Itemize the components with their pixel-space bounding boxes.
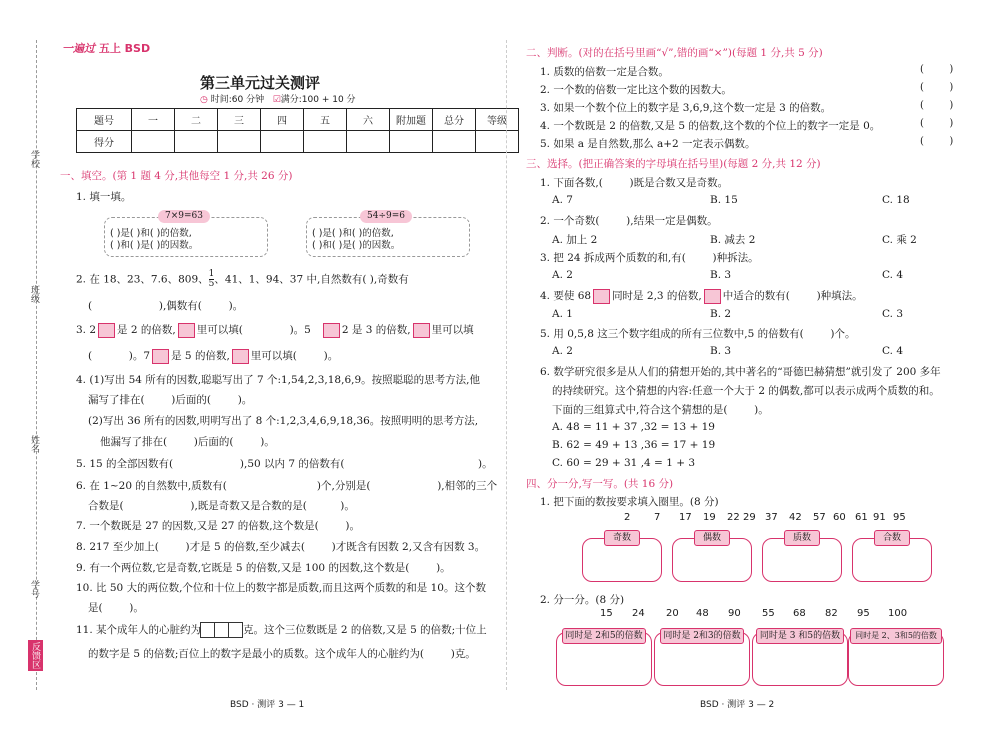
- blank-box: [98, 323, 115, 338]
- p2-paren1[interactable]: ( ): [920, 64, 954, 75]
- feedback-label: 反馈区: [28, 640, 43, 671]
- eq2-line1: ( )是( )和( )的倍数,: [312, 228, 394, 239]
- part1-header: 一、填空。(第 1 题 4 分,其他每空 1 分,共 26 分): [60, 170, 293, 182]
- blank-box: [323, 323, 340, 338]
- set-2-3-tag: 同时是 2和3的倍数: [660, 628, 744, 644]
- p1-q3: 3. 2 是 2 的倍数, 里可以填( )。5 2 是 3 的倍数, 里可以填: [76, 324, 474, 336]
- p3-q3-b[interactable]: B. 3: [710, 269, 732, 281]
- footer-left: BSD · 测评 3 — 1: [230, 700, 305, 710]
- p3-q4: 4. 要使 68 同时是 2,3 的倍数, 中适合的数有( )种填法。: [540, 290, 863, 302]
- p3-q2-a[interactable]: A. 加上 2: [552, 234, 598, 246]
- eq1-label: 7×9=63: [158, 210, 210, 223]
- odd-tag: 奇数: [604, 530, 640, 546]
- blank-box: [593, 289, 610, 304]
- p3-q1: 1. 下面各数,( )既是合数又是奇数。: [540, 177, 729, 189]
- p2-paren2[interactable]: ( ): [920, 82, 954, 93]
- p1-q2c: ( ),偶数有( )。: [88, 300, 244, 312]
- digit-box: [228, 622, 243, 638]
- p1-q6a: 6. 在 1~20 的自然数中,质数有( )个,分别是( ),相邻的三个: [76, 480, 498, 492]
- p1-q4a: 4. (1)写出 54 所有的因数,聪聪写出了 7 个:1,54,2,3,18,6,9。按照聪聪的思考方法,他: [76, 374, 480, 386]
- eq2-line2: ( )和( )是( )的因数。: [312, 240, 401, 251]
- clock-icon: ◷: [200, 95, 208, 105]
- p3-q2-c[interactable]: C. 乘 2: [882, 234, 917, 246]
- blank-box: [178, 323, 195, 338]
- p2-paren3[interactable]: ( ): [920, 100, 954, 111]
- p1-q2: 2. 在 18、23、7.6、809、 $\frac{1}{5}$ 、41、1、94、37 中,自然数有( ),奇数有: [76, 269, 409, 289]
- p4-q2: 2. 分一分。(8 分): [540, 594, 625, 606]
- p3-q6b: 的持续研究。这个猜想的内容:任意一个大于 2 的偶数,都可以表示成两个质数的和。: [552, 385, 940, 397]
- digit-box: [200, 622, 215, 638]
- id-label: 学号: [29, 580, 39, 598]
- p3-q4-a[interactable]: A. 1: [552, 308, 573, 320]
- score-table: 题号 一 二 三 四 五 六 附加题 总分 等级 得分: [76, 108, 519, 153]
- p3-q6a: 6. 数学研究很多是从人们的猜想开始的,其中著名的“哥德巴赫猜想”就引发了 200 多年: [540, 366, 941, 378]
- digit-box: [214, 622, 229, 638]
- p3-q1-b[interactable]: B. 15: [710, 194, 738, 206]
- set-2-5-tag: 同时是 2和5的倍数: [562, 628, 646, 644]
- p4-q1: 1. 把下面的数按要求填入圈里。(8 分): [540, 496, 719, 508]
- p3-q6-a[interactable]: A. 48 = 11 + 37 ,32 = 13 + 19: [552, 421, 715, 433]
- p3-q6c: 下面的三组算式中,符合这个猜想的是( )。: [552, 404, 769, 416]
- time-meta: ◷ 时间:60 分钟 ☑满分:100 + 10 分: [200, 95, 356, 105]
- blank-box: [413, 323, 430, 338]
- composite-tag: 合数: [874, 530, 910, 546]
- part4-header: 四、分一分,写一写。(共 16 分): [526, 478, 674, 490]
- p1-q9: 9. 有一个两位数,它是奇数,它既是 5 的倍数,又是 100 的因数,这个数是( )。: [76, 562, 451, 574]
- eq1-line1: ( )是( )和( )的倍数,: [110, 228, 192, 239]
- p3-q5-b[interactable]: B. 3: [710, 345, 732, 357]
- p3-q2-b[interactable]: B. 减去 2: [710, 234, 756, 246]
- blank-box: [232, 349, 249, 364]
- p3-q6-b[interactable]: B. 62 = 49 + 13 ,36 = 17 + 19: [552, 439, 716, 451]
- set-3-5-tag: 同时是 3 和5的倍数: [756, 628, 844, 644]
- blank-box: [152, 349, 169, 364]
- p2-paren4[interactable]: ( ): [920, 118, 954, 129]
- set-2-3-5-tag: 同时是 2、3和5的倍数: [850, 628, 942, 644]
- eq1-line2: ( )和( )是( )的因数。: [110, 240, 199, 251]
- p3-q3: 3. 把 24 拆成两个质数的和,有( )种拆法。: [540, 252, 759, 264]
- check-icon: ☑: [272, 95, 281, 105]
- eq2-label: 54÷9=6: [360, 210, 412, 223]
- p2-item1: 1. 质数的倍数一定是合数。: [540, 66, 669, 78]
- p1-q4c: (2)写出 36 所有的因数,明明写出了 8 个:1,2,3,4,6,9,18,36。按照明明的思考方法,: [88, 415, 479, 427]
- p2-item5: 5. 如果 a 是自然数,那么 a+2 一定表示偶数。: [540, 138, 756, 150]
- p3-q1-c[interactable]: C. 18: [882, 194, 910, 206]
- p3-q2: 2. 一个奇数( ),结果一定是偶数。: [540, 215, 718, 227]
- p3-q5-c[interactable]: C. 4: [882, 345, 904, 357]
- part2-header: 二、判断。(对的在括号里画“√”,错的画“×”)(每题 1 分,共 5 分): [526, 47, 823, 59]
- footer-right: BSD · 测评 3 — 2: [700, 700, 775, 710]
- p1-q6b: 合数是( ),既是奇数又是合数的是( )。: [88, 500, 355, 512]
- p3-q3-a[interactable]: A. 2: [552, 269, 573, 281]
- brand-logo: 一遍过 五上 BSD: [62, 42, 151, 55]
- p3-q3-c[interactable]: C. 4: [882, 269, 904, 281]
- p1-q7: 7. 一个数既是 27 的因数,又是 27 的倍数,这个数是( )。: [76, 520, 360, 532]
- p1-q4b: 漏写了排在( )后面的( )。: [88, 394, 253, 406]
- p1-q1: 1. 填一填。: [76, 191, 132, 203]
- part3-header: 三、选择。(把正确答案的字母填在括号里)(每题 2 分,共 12 分): [526, 158, 821, 170]
- even-tag: 偶数: [694, 530, 730, 546]
- p3-q6-c[interactable]: C. 60 = 29 + 31 ,4 = 1 + 3: [552, 457, 696, 469]
- p2-item3: 3. 如果一个数个位上的数字是 3,6,9,这个数一定是 3 的倍数。: [540, 102, 832, 114]
- p1-q10b: 是( )。: [88, 602, 144, 614]
- p1-q5: 5. 15 的全部因数有( ),50 以内 7 的倍数有( )。: [76, 458, 493, 470]
- p1-q10a: 10. 比 50 大的两位数,个位和十位上的数字都是质数,而且这两个质数的和是 10。这个数: [76, 582, 486, 594]
- p1-q8: 8. 217 至少加上( )才是 5 的倍数,至少减去( )才既含有因数 2,又含有因数 3。: [76, 541, 486, 553]
- p2-item2: 2. 一个数的倍数一定比这个数的因数大。: [540, 84, 732, 96]
- p1-q11c: 的数字是 5 的倍数;百位上的数字是最小的质数。这个成年人的心脏约为( )克。: [88, 648, 476, 660]
- p1-q4d: 他漏写了排在( )后面的( )。: [100, 436, 275, 448]
- page-divider: [506, 40, 507, 690]
- prime-tag: 质数: [784, 530, 820, 546]
- p3-q4-b[interactable]: B. 2: [710, 308, 732, 320]
- page-title: 第三单元过关测评: [199, 74, 320, 92]
- name-label: 姓名: [29, 435, 39, 453]
- p2-item4: 4. 一个数既是 2 的倍数,又是 5 的倍数,这个数的个位上的数字一定是 0。: [540, 120, 881, 132]
- p1-q3f: ( )。7 是 5 的倍数, 里可以填( )。: [88, 350, 339, 362]
- p1-q11a: 11. 某个成年人的心脏约为 克。这个三位数既是 2 的倍数,又是 5 的倍数;十位上: [76, 624, 487, 636]
- p3-q5: 5. 用 0,5,8 这三个数字组成的所有三位数中,5 的倍数有( )个。: [540, 328, 856, 340]
- p2-paren5[interactable]: ( ): [920, 136, 954, 147]
- class-label: 班级: [29, 285, 39, 303]
- p3-q4-c[interactable]: C. 3: [882, 308, 904, 320]
- blank-box: [704, 289, 721, 304]
- school-label: 学校: [29, 150, 39, 168]
- p3-q1-a[interactable]: A. 7: [552, 194, 573, 206]
- p3-q5-a[interactable]: A. 2: [552, 345, 573, 357]
